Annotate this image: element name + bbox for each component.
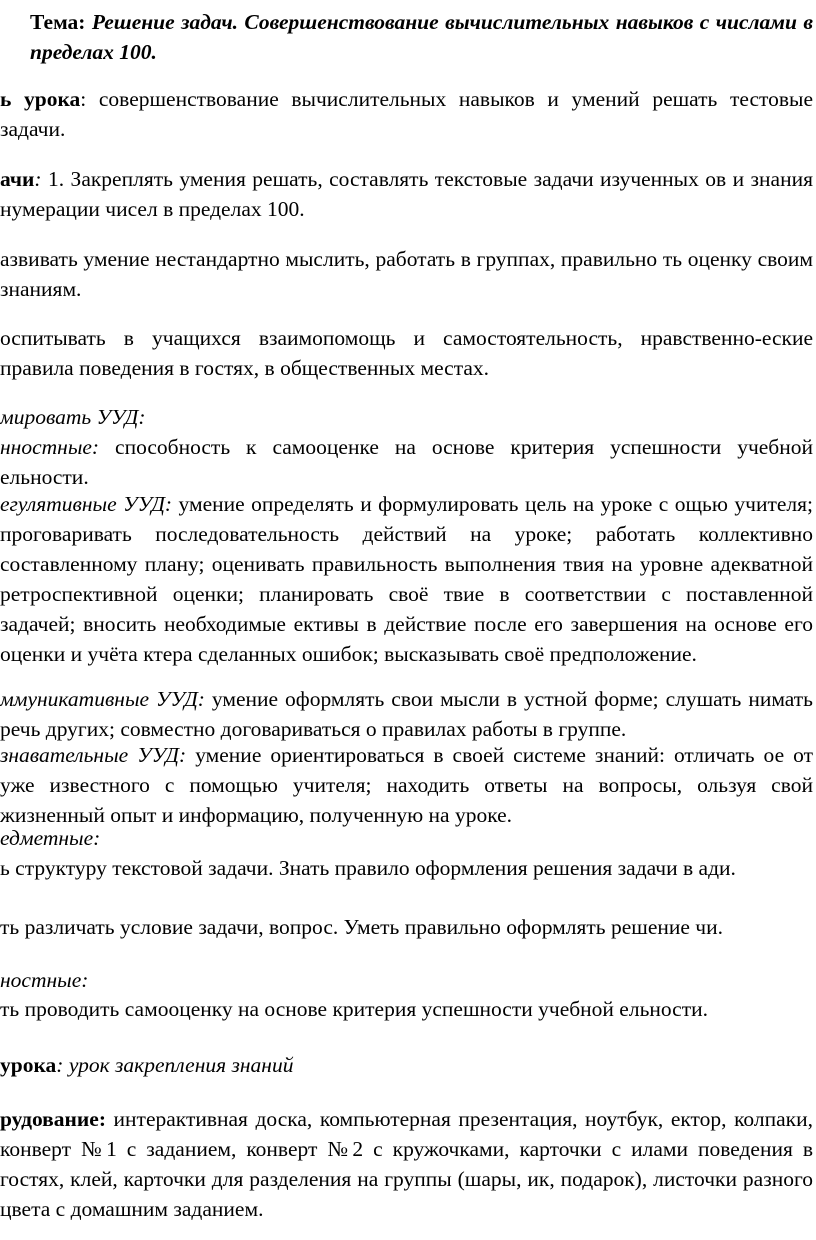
personal-paragraph (0, 432, 813, 492)
communicative-text: умение оформлять свои мысли в устной форме; слушать нимать речь других; совместно договариваться о правилах работы в группе. (0, 687, 813, 741)
communicative-paragraph (0, 684, 813, 744)
cognitive-paragraph (0, 740, 813, 830)
task-item-2 (0, 244, 813, 304)
cognitive-label: знавательные УУД: (0, 743, 187, 767)
equipment-text: интерактивная доска, компьютерная презентация, ноутбук, ектор, колпаки, конверт №1 с заданием, конверт №2 с кружочками, карточки с илами поведения в гостях, клей, карточки для разделения на группы (шары, ик, подарок), листочки разного цвета с домашним заданием. (0, 1107, 813, 1221)
goal-label: ь урока (0, 87, 81, 111)
cognitive-text: умение ориентироваться в своей системе знаний: отличать ое от уже известного с помощью учителя; находить ответы на вопросы, ользуя свой жизненный опыт и информацию, полученную на уроке. (0, 743, 813, 827)
tasks-label: ачи (0, 167, 35, 191)
subject-label: едметные: (0, 826, 101, 850)
topic-paragraph (30, 7, 813, 67)
regulatory-paragraph (0, 489, 813, 669)
personal2-text: ть проводить самооценку на основе критерия успешности учебной ельности. (0, 997, 708, 1021)
subject-line-1 (0, 853, 813, 883)
personal2-paragraph (0, 994, 813, 1024)
goal-text: : совершенствование вычислительных навыков и умений решать тестовые задачи. (0, 87, 814, 141)
regulatory-text: умение определять и формулировать цель на уроке с ощью учителя; проговаривать последовательность действий на уроке; работать коллективно составленному плану; оценивать правильность выполнения твия на уровне адекватной ретроспективной оценки; планировать своё твие в соответствии с поставленной задачей; вносить необходимые ективы в действие после его завершения на основе его оценки и учёта ктера сделанных ошибок; высказывать своё предположение. (0, 492, 813, 666)
tasks-colon: : (34, 167, 42, 191)
topic-label: Тема: (30, 10, 86, 34)
subject-line-1-text: ь структуру текстовой задачи. Знать правило оформления решения задачи в ади. (0, 856, 736, 880)
personal-text: способность к самооценке на основе критерия успешности учебной ельности. (0, 435, 813, 489)
goal-paragraph (0, 84, 813, 144)
task-item-2-text: азвивать умение нестандартно мыслить, работать в группах, правильно ть оценку своим знаниям. (0, 247, 813, 301)
topic-text: Решение задач. Совершенствование вычислительных навыков с числами в пределах 100. (30, 10, 813, 64)
equipment-label: рудование: (0, 1107, 106, 1131)
personal-label: нностные: (0, 435, 100, 459)
uud-heading (0, 402, 813, 432)
task-item-3 (0, 323, 813, 383)
communicative-label: ммуникативные УУД: (0, 687, 205, 711)
uud-heading-text: мировать УУД: (0, 405, 146, 429)
tasks-text: 1. Закреплять умения решать, составлять текстовые задачи изученных ов и знания нумерации чисел в пределах 100. (0, 167, 813, 221)
lesson-type-label: урока (0, 1053, 57, 1077)
subject-line-2-text: ть различать условие задачи, вопрос. Уметь правильно оформлять решение чи. (0, 915, 723, 939)
lesson-type-paragraph (0, 1050, 813, 1080)
subject-heading (0, 823, 813, 853)
equipment-paragraph (0, 1104, 813, 1224)
tasks-paragraph (0, 164, 813, 224)
lesson-type-text: : урок закрепления знаний (56, 1053, 294, 1077)
regulatory-label: егулятивные УУД: (0, 492, 173, 516)
subject-line-2 (0, 912, 813, 942)
personal2-label: ностные: (0, 968, 89, 992)
task-item-3-text: оспитывать в учащихся взаимопомощь и самостоятельность, нравственно-еские правила поведения в гостях, в общественных местах. (0, 326, 813, 380)
personal2-heading (0, 965, 813, 995)
